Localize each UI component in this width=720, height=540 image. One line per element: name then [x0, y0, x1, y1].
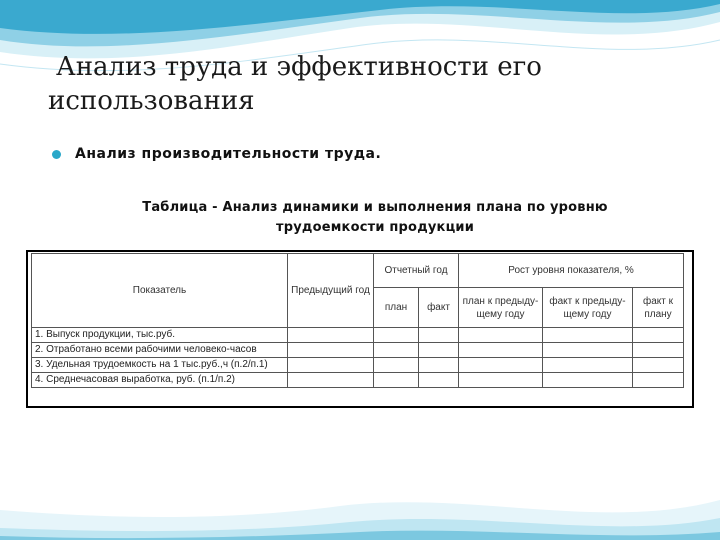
table-row	[32, 328, 684, 343]
table-cell	[288, 343, 374, 358]
header-fact: факт	[419, 288, 459, 328]
bullet-item	[52, 146, 381, 162]
table-row	[32, 373, 684, 388]
table-cell	[459, 343, 543, 358]
table-caption-line-1: Таблица - Анализ динамики и выполнения плана по уровню	[142, 200, 608, 215]
bullet-dot-icon	[52, 150, 61, 159]
header-prev-year: Предыдущий год	[288, 254, 374, 328]
row-label: 4. Среднечасовая выработка, руб. (п.1/п.2)	[32, 373, 288, 388]
table-caption-line-2: трудоемкости продукции	[275, 220, 475, 235]
table-cell	[543, 373, 633, 388]
slide-title-line-1: Анализ труда и эффективности его	[56, 52, 542, 82]
row-label: 3. Удельная трудоемкость на 1 тыс.руб.,ч (п.2/п.1)	[32, 358, 288, 373]
table-cell	[374, 358, 419, 373]
table-cell	[419, 328, 459, 343]
table-cell	[543, 328, 633, 343]
header-indicator: Показатель	[32, 254, 288, 328]
header-fact-vs-plan: факт к плану	[633, 288, 684, 328]
bullet-text: Анализ производительности труда.	[75, 146, 382, 162]
table-caption	[80, 198, 670, 238]
table-cell	[419, 373, 459, 388]
footer-wave-decoration	[0, 470, 720, 540]
table-cell	[459, 373, 543, 388]
table-cell	[374, 343, 419, 358]
table-cell	[374, 328, 419, 343]
table-cell	[633, 373, 684, 388]
table-cell	[633, 343, 684, 358]
table-cell	[374, 373, 419, 388]
header-report-year: Отчетный год	[374, 254, 459, 288]
table-row	[32, 343, 684, 358]
header-plan: план	[374, 288, 419, 328]
table-cell	[419, 358, 459, 373]
slide-title-line-2: использования	[48, 86, 255, 116]
table-cell	[288, 358, 374, 373]
row-label: 1. Выпуск продукции, тыс.руб.	[32, 328, 288, 343]
header-plan-vs-prev: план к предыду-щему году	[459, 288, 543, 328]
header-growth: Рост уровня показателя, %	[459, 254, 684, 288]
table-cell	[633, 358, 684, 373]
slide-title	[48, 50, 688, 118]
table-cell	[419, 343, 459, 358]
table-cell	[288, 328, 374, 343]
labor-intensity-table	[31, 253, 684, 388]
table-cell	[633, 328, 684, 343]
table-cell	[288, 373, 374, 388]
table-cell	[543, 343, 633, 358]
row-label: 2. Отработано всеми рабочими человеко-часов	[32, 343, 288, 358]
table-row	[32, 358, 684, 373]
table-cell	[543, 358, 633, 373]
table-cell	[459, 328, 543, 343]
table-cell	[459, 358, 543, 373]
header-fact-vs-prev: факт к предыду-щему году	[543, 288, 633, 328]
